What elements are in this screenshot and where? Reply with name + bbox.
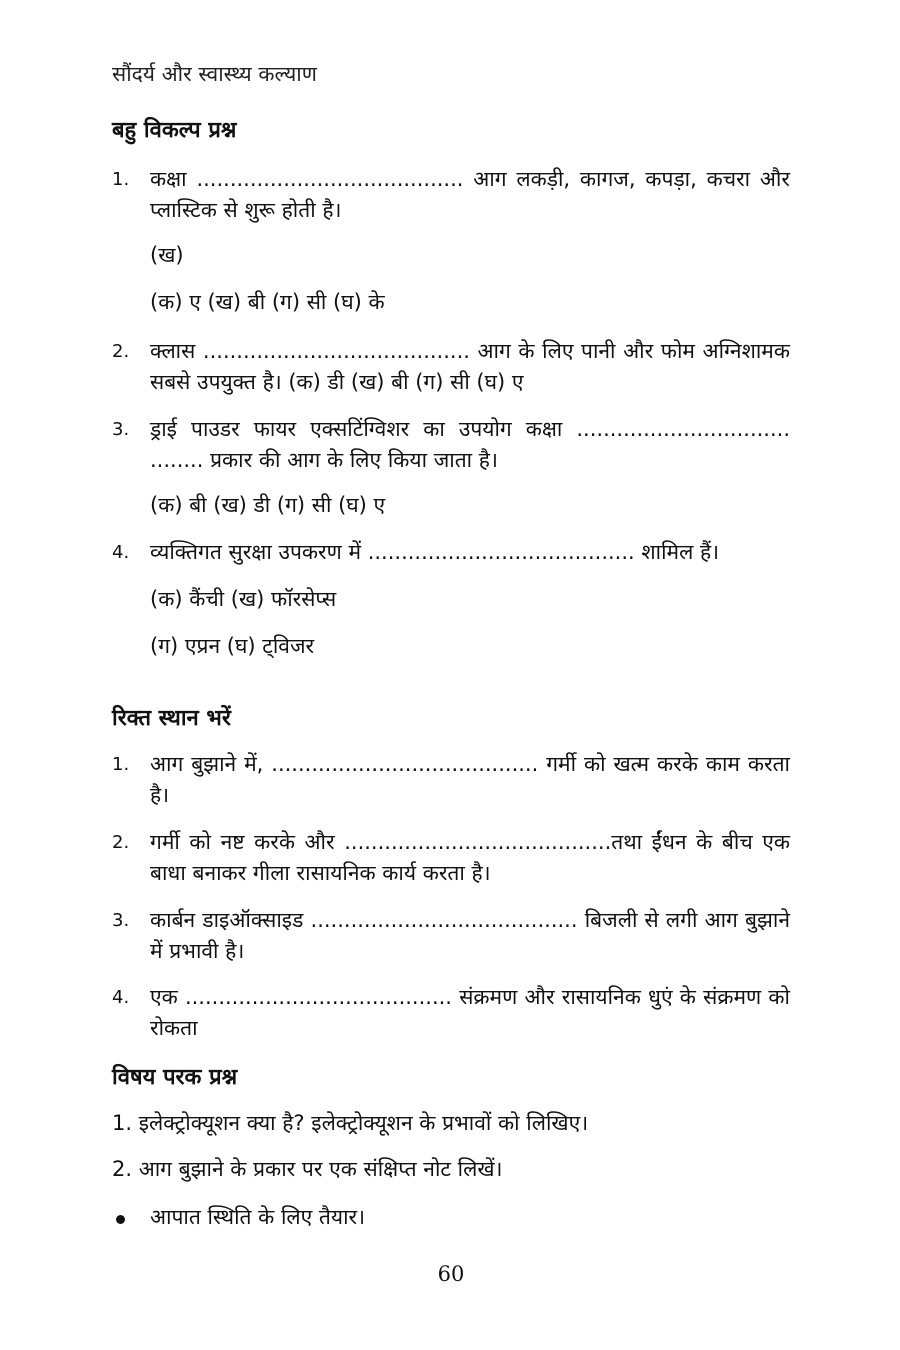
question-text: आग बुझाने में, ........................................ गर्मी को खत्म करके काम करता है। (150, 752, 790, 807)
question-text: कार्बन डाइऑक्साइड ........................................ बिजली से लगी आग बुझाने में प्रभावी है। (150, 908, 790, 963)
page-number: 60 (437, 1262, 465, 1286)
section-title-fill-blanks: रिक्त स्थान भरें (112, 706, 231, 731)
question-number: 3. (112, 910, 130, 931)
mcq-option-line: (ख) (150, 243, 184, 267)
mcq-option-line: (ग) एप्रन (घ) ट्विजर (150, 634, 315, 658)
subjective-question-2: 2. आग बुझाने के प्रकार पर एक संक्षिप्त नोट लिखें। (112, 1157, 503, 1181)
fill-question-1 (112, 749, 790, 811)
question-number: 4. (112, 542, 130, 563)
question-number: 4. (112, 987, 130, 1008)
question-text: गर्मी को नष्ट करके और ........................................तथा ईंधन के बीच एक बाधा बनाकर गीला रासायनिक कार्य करता है। (150, 830, 790, 885)
mcq-option-line: (क) कैंची (ख) फॉरसेप्स (150, 587, 337, 611)
mcq-question-2 (112, 336, 790, 398)
fill-question-2 (112, 827, 790, 889)
question-text: कक्षा ........................................ आग लकड़ी, कागज, कपड़ा, कचरा और प्लास्टिक से शुरू होती है। (150, 167, 790, 222)
question-text: व्यक्तिगत सुरक्षा उपकरण में ........................................ शामिल हैं। (150, 540, 720, 564)
question-text: क्लास ........................................ आग के लिए पानी और फोम अग्निशामक सबसे उपयुक्त है। (क) डी (ख) बी (ग) सी (घ) ए (150, 339, 790, 394)
running-header: सौंदर्य और स्वास्थ्य कल्याण (112, 62, 317, 86)
question-number: 1. (112, 169, 130, 190)
section-title-mcq: बहु विकल्प प्रश्न (112, 118, 237, 143)
question-text: ड्राई पाउडर फायर एक्सटिंग्विशर का उपयोग कक्षा ................................ ........ प्रकार की आग के लिए किया जाता है। (150, 417, 790, 472)
question-number: 1. (112, 754, 130, 775)
question-number: 3. (112, 419, 130, 440)
fill-question-4 (112, 982, 790, 1044)
mcq-question-1 (112, 164, 790, 226)
mcq-option-line: (क) ए (ख) बी (ग) सी (घ) के (150, 290, 385, 314)
mcq-question-4 (112, 537, 790, 568)
bullet-icon (116, 1215, 125, 1224)
question-number: 2. (112, 341, 130, 362)
bullet-item: आपात स्थिति के लिए तैयार। (150, 1205, 366, 1229)
mcq-question-3 (112, 414, 790, 476)
question-number: 2. (112, 832, 130, 853)
section-title-subjective: विषय परक प्रश्न (112, 1065, 238, 1090)
question-text: एक ........................................ संक्रमण और रासायनिक धुएं के संक्रमण को रोकता (150, 985, 790, 1040)
mcq-option-line: (क) बी (ख) डी (ग) सी (घ) ए (150, 493, 386, 517)
subjective-question-1: 1. इलेक्ट्रोक्यूशन क्या है? इलेक्ट्रोक्यूशन के प्रभावों को लिखिए। (112, 1111, 589, 1135)
fill-question-3 (112, 905, 790, 967)
